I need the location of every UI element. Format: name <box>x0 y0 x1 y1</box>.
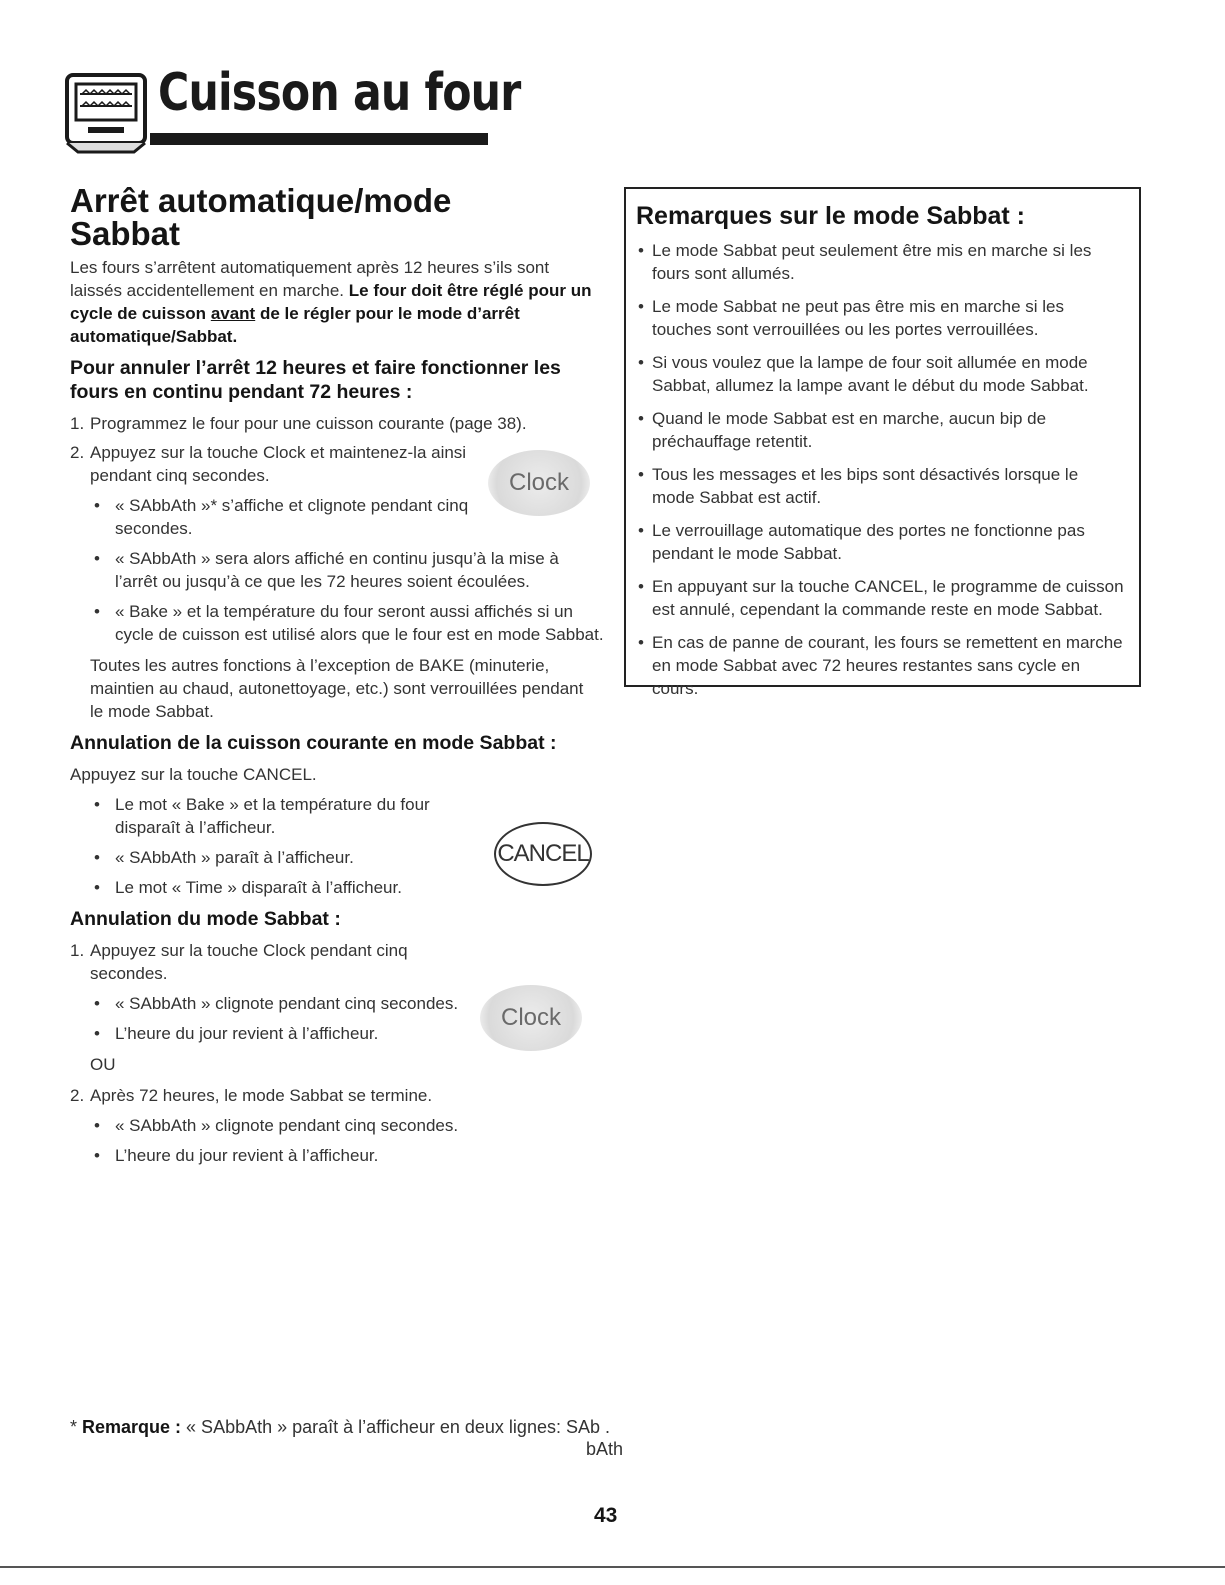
list-item: • « SAbbAth » paraît à l’afficheur. <box>70 846 600 869</box>
list-item: • Le mot « Bake » et la température du four disparaît à l’afficheur. <box>70 793 455 839</box>
list-item: • Le mode Sabbat peut seulement être mis en marche si les fours sont allumés. <box>636 239 1125 285</box>
list-item: • Quand le mode Sabbat est en marche, aucun bip de préchauffage retentit. <box>636 407 1125 453</box>
intro-bold-b: de le régler pour le mode d’arrêt automatique/Sabbat. <box>70 304 520 346</box>
clock-key-illustration: Clock <box>480 985 582 1051</box>
list-item: • « SAbbAth » sera alors affiché en continu jusqu’à la mise à l’arrêt ou jusqu’à ce que les 72 heures soient écoulées. <box>70 547 605 593</box>
page-number: 43 <box>594 1504 618 1527</box>
cancel-instruction: Appuyez sur la touche CANCEL. <box>70 765 317 784</box>
list-item: • En cas de panne de courant, les fours se remettent en marche en mode Sabbat avec 72 heures restantes sans cycle en cours. <box>636 631 1125 700</box>
page-title: Cuisson au four <box>158 63 521 123</box>
step-text: Programmez le four pour une cuisson courante (page 38). <box>90 414 527 433</box>
sabbath-notes-box <box>624 187 1141 698</box>
footnote-label: Remarque : <box>82 1417 182 1437</box>
footnote <box>70 1416 610 1438</box>
list-item: • L’heure du jour revient à l’afficheur. <box>70 1144 600 1167</box>
footnote-star: * <box>70 1417 83 1437</box>
subheading-cancel-12h: Pour annuler l’arrêt 12 heures et faire fonctionner les fours en continu pendant 72 heures : <box>70 357 561 403</box>
list-item: • « SAbbAth » clignote pendant cinq secondes. <box>70 992 600 1015</box>
intro-paragraph <box>70 256 600 348</box>
bottom-divider <box>0 1566 1225 1568</box>
subheading-cancel-sabbath: Annulation du mode Sabbat : <box>70 908 341 930</box>
step-number: 1. <box>70 414 85 433</box>
list-item: • « SAbbAth »* s’affiche et clignote pendant cinq secondes. <box>70 494 515 540</box>
title-underline <box>150 133 488 145</box>
cancel-key-illustration: CANCEL <box>494 822 592 886</box>
locked-functions-note: Toutes les autres fonctions à l’exception de BAKE (minuterie, maintien au chaud, autonettoyage, etc.) sont verrouillées pendant le mode Sabbat. <box>90 656 584 721</box>
or-separator: OU <box>90 1055 116 1074</box>
step-1 <box>70 939 430 985</box>
step-text: Après 72 heures, le mode Sabbat se termine. <box>90 1086 433 1105</box>
list-item: • Le mot « Time » disparaît à l’afficheur. <box>70 876 600 899</box>
step-text: Appuyez sur la touche Clock et maintenez-la ainsi pendant cinq secondes. <box>90 443 467 485</box>
clock-key-illustration: Clock <box>488 450 590 516</box>
step-number: 2. <box>70 443 85 462</box>
notes-title: Remarques sur le mode Sabbat : <box>636 202 1026 230</box>
list-item: • Si vous voulez que la lampe de four soit allumée en mode Sabbat, allumez la lampe avant le début du mode Sabbat. <box>636 351 1125 397</box>
intro-bold-a: Le four doit être réglé pour un cycle de cuisson <box>70 281 592 323</box>
step-number: 1. <box>70 941 85 960</box>
footnote-text: « SAbbAth » paraît à l’afficheur en deux lignes: SAb . <box>181 1417 610 1437</box>
section-heading: Arrêt automatique/mode Sabbat <box>70 182 452 252</box>
step-text: Appuyez sur la touche Clock pendant cinq secondes. <box>90 941 408 983</box>
intro-text: Les fours s’arrêtent automatiquement après 12 heures s’ils sont laissés accidentellement en marche. <box>70 258 550 300</box>
list-item: • L’heure du jour revient à l’afficheur. <box>70 1022 600 1045</box>
list-item: • Le verrouillage automatique des portes ne fonctionne pas pendant le mode Sabbat. <box>636 519 1125 565</box>
step-2 <box>70 441 490 487</box>
step-number: 2. <box>70 1086 85 1105</box>
oven-icon <box>64 72 148 154</box>
subheading-cancel-cooking: Annulation de la cuisson courante en mode Sabbat : <box>70 732 557 754</box>
footnote-line-2: bAth <box>586 1439 624 1459</box>
list-item: • « Bake » et la température du four seront aussi affichés si un cycle de cuisson est utilisé alors que le four est en mode Sabbat. <box>70 600 605 646</box>
intro-bold-underline: avant <box>210 304 256 323</box>
list-item: • Tous les messages et les bips sont désactivés lorsque le mode Sabbat est actif. <box>636 463 1125 509</box>
list-item: • En appuyant sur la touche CANCEL, le programme de cuisson est annulé, cependant la commande reste en mode Sabbat. <box>636 575 1125 621</box>
step-2 <box>70 1084 600 1107</box>
list-item: • « SAbbAth » clignote pendant cinq secondes. <box>70 1114 600 1137</box>
list-item: • Le mode Sabbat ne peut pas être mis en marche si les touches sont verrouillées ou les portes verrouillées. <box>636 295 1125 341</box>
step-1 <box>70 412 600 435</box>
